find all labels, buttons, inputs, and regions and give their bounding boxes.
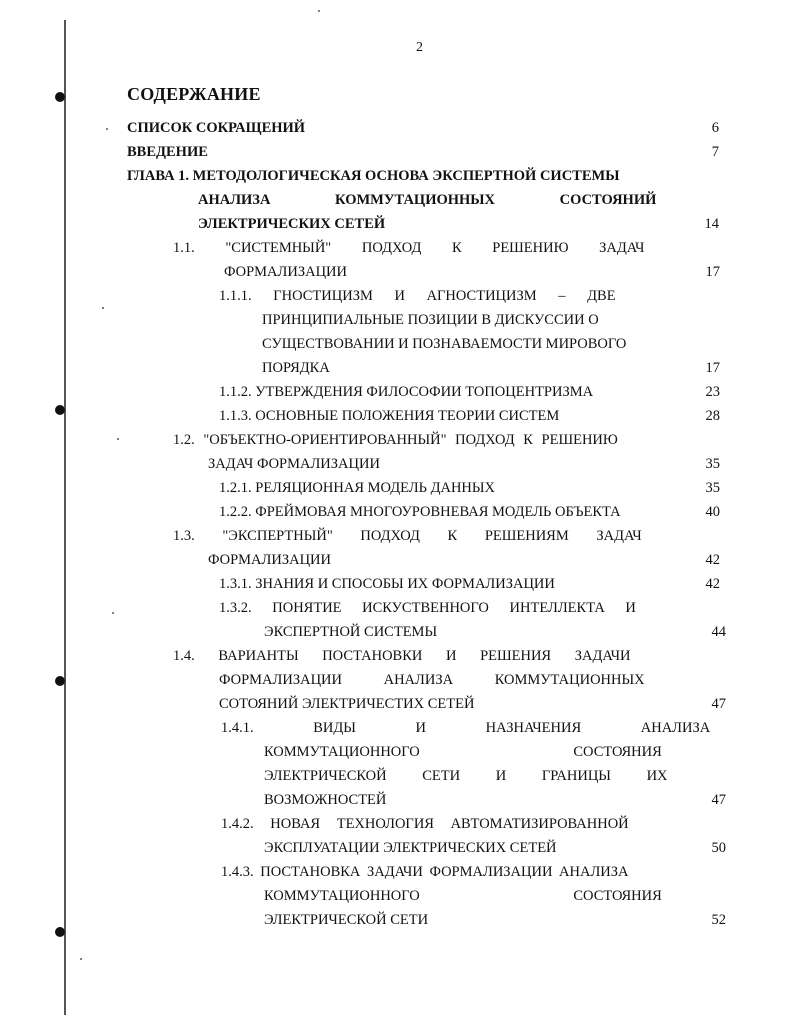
toc-entry-title: ЭЛЕКТРИЧЕСКОЙ СЕТИ [264, 912, 429, 928]
scan-speck [80, 958, 82, 960]
toc-entry-page: 52 [711, 912, 726, 928]
toc-entry-title: 1.1. "СИСТЕМНЫЙ" ПОДХОД К РЕШЕНИЮ ЗАДАЧ [173, 240, 645, 256]
toc-entry-page: 47 [711, 696, 726, 712]
toc-entry-page: 50 [711, 840, 726, 856]
toc-entry-title: ЭКСПЕРТНОЙ СИСТЕМЫ [264, 624, 438, 640]
toc-entry-title: ФОРМАЛИЗАЦИИ [208, 552, 331, 568]
binder-hole [55, 92, 65, 102]
toc-entry-title: ПРИНЦИПИАЛЬНЫЕ ПОЗИЦИИ В ДИСКУССИИ О [262, 312, 599, 328]
toc-entry-title: ГЛАВА 1. МЕТОДОЛОГИЧЕСКАЯ ОСНОВА ЭКСПЕРТНОЙ СИСТЕМЫ [127, 168, 620, 184]
toc-entry-title: ВОЗМОЖНОСТЕЙ [264, 792, 387, 808]
toc-entry-title: КОММУТАЦИОННОГО СОСТОЯНИЯ [264, 744, 662, 760]
toc-entry-title: 1.2.2. ФРЕЙМОВАЯ МНОГОУРОВНЕВАЯ МОДЕЛЬ ОБЪЕКТА [219, 504, 621, 520]
toc-entry-title: ВВЕДЕНИЕ [127, 144, 208, 160]
page-title: СОДЕРЖАНИЕ [127, 84, 261, 104]
toc-entry-title: 1.3. "ЭКСПЕРТНЫЙ" ПОДХОД К РЕШЕНИЯМ ЗАДАЧ [173, 528, 642, 544]
toc-entry-page: 40 [705, 504, 720, 520]
toc-entry-title: 1.4.1. ВИДЫ И НАЗНАЧЕНИЯ АНАЛИЗА [221, 720, 711, 736]
toc-entry-title: АНАЛИЗА КОММУТАЦИОННЫХ СОСТОЯНИЙ [198, 192, 657, 208]
binder-margin-line [64, 20, 66, 1015]
toc-entry-title: 1.1.1. ГНОСТИЦИЗМ И АГНОСТИЦИЗМ – ДВЕ [219, 288, 616, 304]
binder-hole [55, 927, 65, 937]
toc-entry-title: ЭКСПЛУАТАЦИИ ЭЛЕКТРИЧЕСКИХ СЕТЕЙ [264, 840, 557, 856]
toc-entry-title: 1.2.1. РЕЛЯЦИОННАЯ МОДЕЛЬ ДАННЫХ [219, 480, 496, 496]
toc-entry-page: 47 [711, 792, 726, 808]
scan-speck [102, 307, 104, 309]
scan-speck [112, 612, 114, 614]
toc-entry-title: 1.1.2. УТВЕРЖДЕНИЯ ФИЛОСОФИИ ТОПОЦЕНТРИЗМА [219, 384, 594, 400]
toc-entry-page: 42 [705, 576, 720, 592]
toc-entry-title: КОММУТАЦИОННОГО СОСТОЯНИЯ [264, 888, 662, 904]
toc-entry-page: 17 [705, 360, 720, 376]
toc-entry-title: 1.2. "ОБЪЕКТНО-ОРИЕНТИРОВАННЫЙ" ПОДХОД К РЕШЕНИЮ [173, 432, 618, 448]
scan-speck [117, 438, 119, 440]
toc-entry-page: 7 [711, 144, 719, 160]
toc-entry-title: 1.4.3. ПОСТАНОВКА ЗАДАЧИ ФОРМАЛИЗАЦИИ АНАЛИЗА [221, 864, 629, 880]
toc-entry-title: СПИСОК СОКРАЩЕНИЙ [127, 120, 306, 136]
toc-entry-title: СУЩЕСТВОВАНИИ И ПОЗНАВАЕМОСТИ МИРОВОГО [262, 336, 627, 352]
toc-entry-title: 1.3.2. ПОНЯТИЕ ИСКУСТВЕННОГО ИНТЕЛЛЕКТА И [219, 600, 636, 616]
binder-hole [55, 676, 65, 686]
toc-entry-title: ФОРМАЛИЗАЦИИ АНАЛИЗА КОММУТАЦИОННЫХ [219, 672, 645, 688]
toc-entry-title: 1.3.1. ЗНАНИЯ И СПОСОБЫ ИХ ФОРМАЛИЗАЦИИ [219, 576, 555, 592]
scan-speck [106, 128, 108, 130]
toc-entry-title: 1.4.2. НОВАЯ ТЕХНОЛОГИЯ АВТОМАТИЗИРОВАННОЙ [221, 816, 629, 832]
toc-entry-page: 44 [711, 624, 726, 640]
toc-entry-page: 42 [705, 552, 720, 568]
toc-entry-title: ФОРМАЛИЗАЦИИ [224, 264, 347, 280]
toc-entry-title: ЭЛЕКТРИЧЕСКОЙ СЕТИ И ГРАНИЦЫ ИХ [264, 768, 668, 784]
toc-entry-page: 23 [705, 384, 720, 400]
toc-entry-page: 14 [704, 216, 719, 232]
toc-entry-title: 1.4. ВАРИАНТЫ ПОСТАНОВКИ И РЕШЕНИЯ ЗАДАЧИ [173, 648, 631, 664]
toc-entry-page: 35 [705, 480, 720, 496]
page-number: 2 [416, 40, 423, 55]
toc-entry-page: 6 [711, 120, 719, 136]
toc-entry-title: СОТОЯНИЙ ЭЛЕКТРИЧЕСТИХ СЕТЕЙ [219, 696, 475, 712]
toc-entry-title: ЗАДАЧ ФОРМАЛИЗАЦИИ [208, 456, 380, 472]
toc-entry-page: 17 [705, 264, 720, 280]
toc-entry-page: 28 [705, 408, 720, 424]
binder-hole [55, 405, 65, 415]
toc-entry-title: ЭЛЕКТРИЧЕСКИХ СЕТЕЙ [198, 216, 386, 232]
scan-speck [318, 10, 320, 12]
toc-entry-page: 35 [705, 456, 720, 472]
toc-entry-title: 1.1.3. ОСНОВНЫЕ ПОЛОЖЕНИЯ ТЕОРИИ СИСТЕМ [219, 408, 560, 424]
toc-entry-title: ПОРЯДКА [262, 360, 330, 376]
